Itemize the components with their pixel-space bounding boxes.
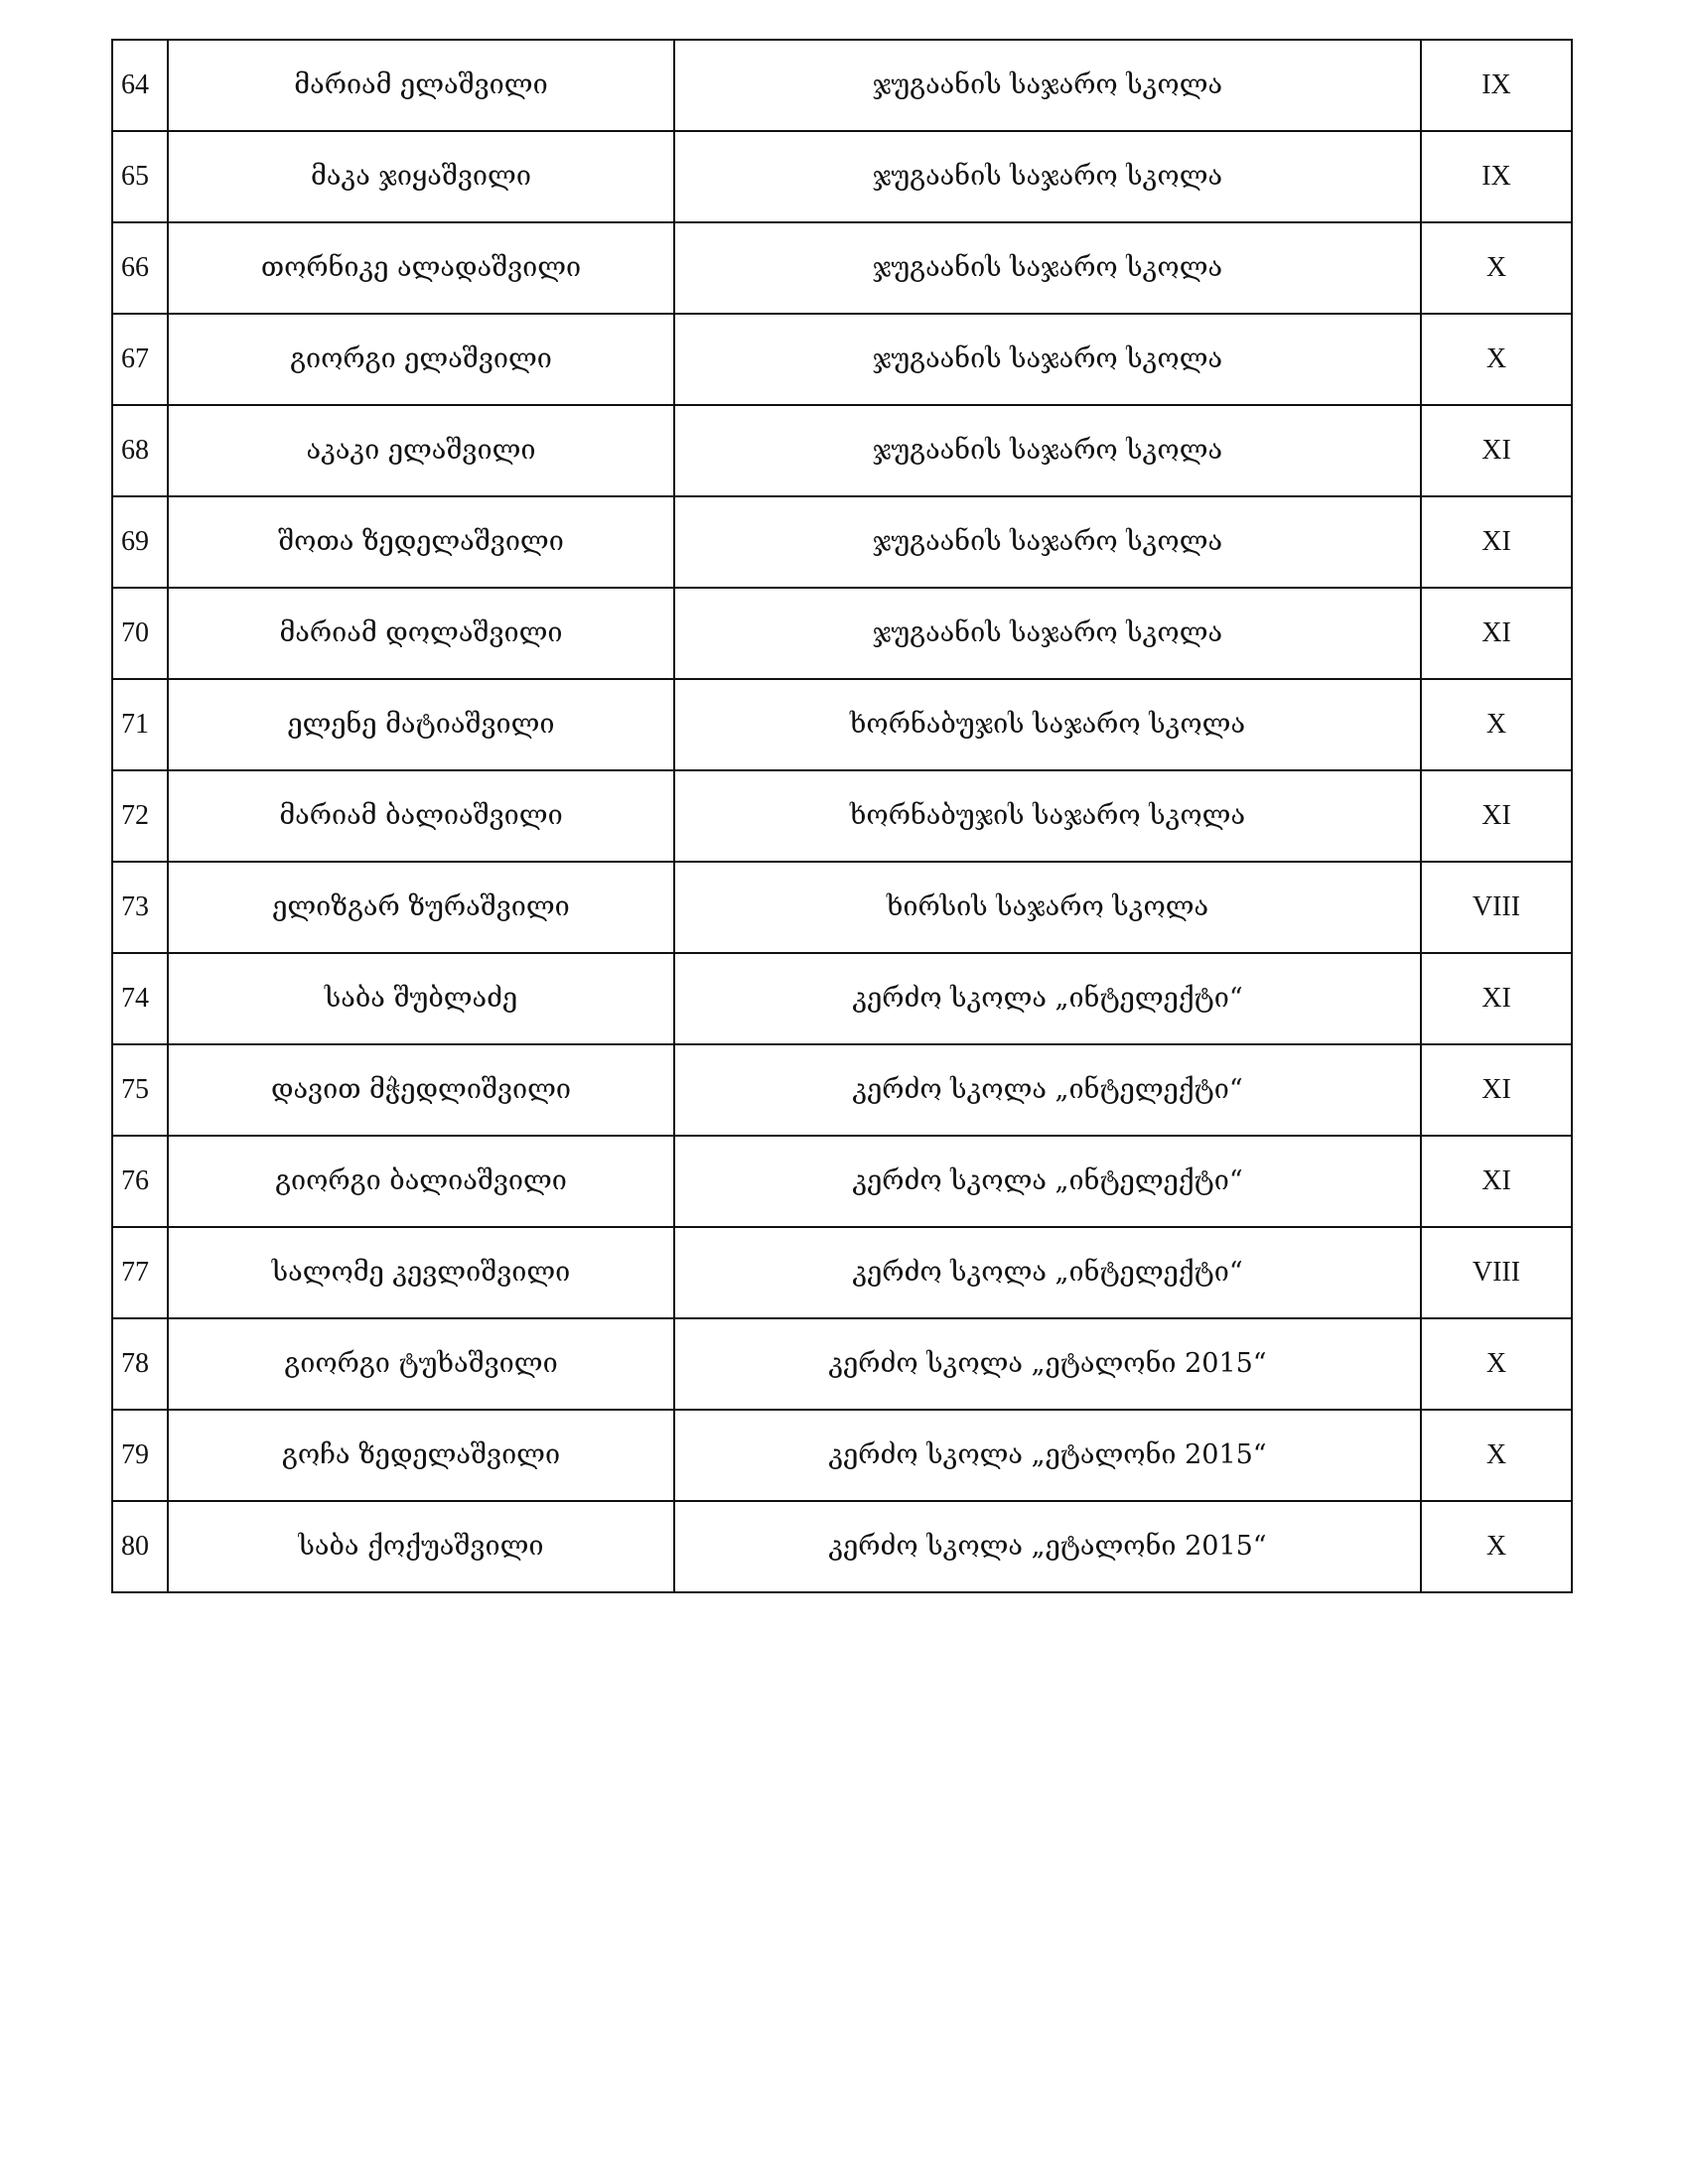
participants-table-body bbox=[112, 40, 1572, 1592]
row-number: 78 bbox=[112, 1318, 168, 1410]
grade: XI bbox=[1421, 1136, 1572, 1227]
grade: X bbox=[1421, 679, 1572, 770]
grade: XI bbox=[1421, 953, 1572, 1044]
table-row bbox=[112, 1227, 1572, 1318]
row-number: 75 bbox=[112, 1044, 168, 1136]
table-row bbox=[112, 405, 1572, 496]
school-name: ჯუგაანის საჯარო სკოლა bbox=[674, 40, 1421, 131]
school-name: ხორნაბუჯის საჯარო სკოლა bbox=[674, 679, 1421, 770]
table-row bbox=[112, 222, 1572, 314]
row-number: 70 bbox=[112, 588, 168, 679]
grade: VIII bbox=[1421, 862, 1572, 953]
school-name: კერძო სკოლა „ინტელექტი“ bbox=[674, 1227, 1421, 1318]
table-row bbox=[112, 770, 1572, 862]
grade: XI bbox=[1421, 770, 1572, 862]
table-row bbox=[112, 314, 1572, 405]
row-number: 64 bbox=[112, 40, 168, 131]
student-name: ელიზგარ ზურაშვილი bbox=[168, 862, 674, 953]
table-row bbox=[112, 588, 1572, 679]
student-name: ელენე მატიაშვილი bbox=[168, 679, 674, 770]
student-name: გიორგი ბალიაშვილი bbox=[168, 1136, 674, 1227]
school-name: კერძო სკოლა „ინტელექტი“ bbox=[674, 1044, 1421, 1136]
student-name: თორნიკე ალადაშვილი bbox=[168, 222, 674, 314]
table-row bbox=[112, 862, 1572, 953]
table-row bbox=[112, 1044, 1572, 1136]
table-row bbox=[112, 40, 1572, 131]
table-row bbox=[112, 1410, 1572, 1501]
student-name: მაკა ჯიყაშვილი bbox=[168, 131, 674, 222]
grade: XI bbox=[1421, 496, 1572, 588]
row-number: 71 bbox=[112, 679, 168, 770]
grade: X bbox=[1421, 1318, 1572, 1410]
student-name: მარიამ დოლაშვილი bbox=[168, 588, 674, 679]
table-row bbox=[112, 1318, 1572, 1410]
student-name: გიორგი ტუხაშვილი bbox=[168, 1318, 674, 1410]
row-number: 65 bbox=[112, 131, 168, 222]
row-number: 67 bbox=[112, 314, 168, 405]
school-name: ჯუგაანის საჯარო სკოლა bbox=[674, 314, 1421, 405]
student-name: საბა შუბლაძე bbox=[168, 953, 674, 1044]
row-number: 77 bbox=[112, 1227, 168, 1318]
school-name: კერძო სკოლა „ეტალონი 2015“ bbox=[674, 1501, 1421, 1592]
student-name: გოჩა ზედელაშვილი bbox=[168, 1410, 674, 1501]
row-number: 73 bbox=[112, 862, 168, 953]
grade: IX bbox=[1421, 131, 1572, 222]
row-number: 72 bbox=[112, 770, 168, 862]
grade: X bbox=[1421, 222, 1572, 314]
student-name: დავით მჭედლიშვილი bbox=[168, 1044, 674, 1136]
school-name: კერძო სკოლა „ინტელექტი“ bbox=[674, 1136, 1421, 1227]
grade: X bbox=[1421, 1501, 1572, 1592]
grade: IX bbox=[1421, 40, 1572, 131]
grade: XI bbox=[1421, 405, 1572, 496]
participants-table bbox=[111, 39, 1573, 1593]
row-number: 69 bbox=[112, 496, 168, 588]
student-name: საბა ქოქუაშვილი bbox=[168, 1501, 674, 1592]
school-name: ჯუგაანის საჯარო სკოლა bbox=[674, 222, 1421, 314]
school-name: კერძო სკოლა „ეტალონი 2015“ bbox=[674, 1410, 1421, 1501]
school-name: ჯუგაანის საჯარო სკოლა bbox=[674, 131, 1421, 222]
student-name: მარიამ ელაშვილი bbox=[168, 40, 674, 131]
row-number: 80 bbox=[112, 1501, 168, 1592]
student-name: მარიამ ბალიაშვილი bbox=[168, 770, 674, 862]
row-number: 74 bbox=[112, 953, 168, 1044]
student-name: შოთა ზედელაშვილი bbox=[168, 496, 674, 588]
school-name: კერძო სკოლა „ინტელექტი“ bbox=[674, 953, 1421, 1044]
grade: XI bbox=[1421, 1044, 1572, 1136]
student-name: გიორგი ელაშვილი bbox=[168, 314, 674, 405]
table-row bbox=[112, 496, 1572, 588]
row-number: 76 bbox=[112, 1136, 168, 1227]
school-name: ჯუგაანის საჯარო სკოლა bbox=[674, 588, 1421, 679]
grade: XI bbox=[1421, 588, 1572, 679]
table-row bbox=[112, 953, 1572, 1044]
row-number: 68 bbox=[112, 405, 168, 496]
student-name: აკაკი ელაშვილი bbox=[168, 405, 674, 496]
table-row bbox=[112, 1501, 1572, 1592]
grade: VIII bbox=[1421, 1227, 1572, 1318]
school-name: კერძო სკოლა „ეტალონი 2015“ bbox=[674, 1318, 1421, 1410]
table-row bbox=[112, 131, 1572, 222]
school-name: ხორნაბუჯის საჯარო სკოლა bbox=[674, 770, 1421, 862]
school-name: ხირსის საჯარო სკოლა bbox=[674, 862, 1421, 953]
table-row bbox=[112, 679, 1572, 770]
row-number: 79 bbox=[112, 1410, 168, 1501]
school-name: ჯუგაანის საჯარო სკოლა bbox=[674, 405, 1421, 496]
student-name: სალომე კევლიშვილი bbox=[168, 1227, 674, 1318]
school-name: ჯუგაანის საჯარო სკოლა bbox=[674, 496, 1421, 588]
grade: X bbox=[1421, 314, 1572, 405]
grade: X bbox=[1421, 1410, 1572, 1501]
row-number: 66 bbox=[112, 222, 168, 314]
table-row bbox=[112, 1136, 1572, 1227]
